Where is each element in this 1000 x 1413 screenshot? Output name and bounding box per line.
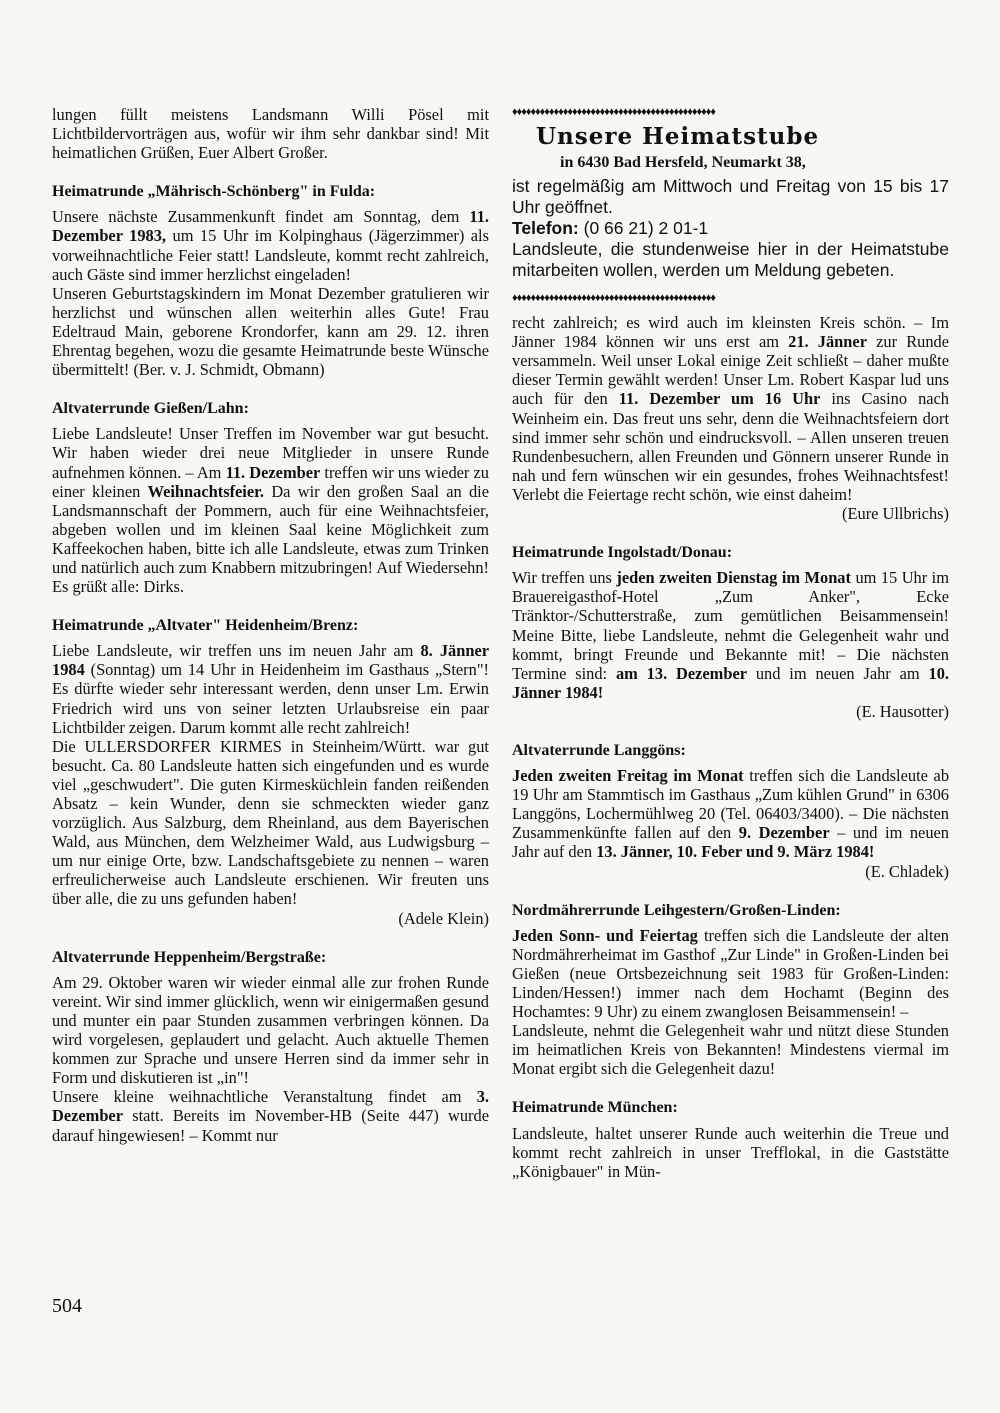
telephone-line: Telefon: (0 66 21) 2 01-1 [512, 218, 709, 239]
section-heading-heidenheim: Heimatrunde „Altvater" Heidenheim/Brenz: [52, 617, 359, 635]
section-heading-fulda: Heimatrunde „Mährisch-Schönberg" in Fulda: [52, 183, 376, 201]
section-heading-langgoens: Altvaterrunde Langgöns: [512, 741, 686, 759]
heimatstube-title: Unsere Heimatstube [536, 123, 820, 150]
paragraph: Wir treffen uns jeden zweiten Dienstag im Monat um 15 Uhr im Brauereigasthof-Hotel „Zum Anker", Ecke Tränktor-/Schutterstraße, zum gemütlichen Beisammensein! Meine Bitte, liebe Landsleute, nehmt die Gelegenheit wahr und kommt, bringt Freunde und Bekannte mit! – Die nächsten Termine sind: am 13. Dezember und im neuen Jahr am 10. Jänner 1984! [512, 568, 949, 702]
paragraph: recht zahlreich; es wird auch im kleinsten Kreis schön. – Im Jänner 1984 können wir uns erst am 21. Jänner zur Runde versammeln. Weil unser Lokal einige Zeit schließt – daher mußte dieser Termin gewählt werden! Unser Lm. Robert Kaspar lud uns auch für den 11. Dezember um 16 Uhr ins Casino nach Weinheim ein. Das freut uns sehr, denn die Weihnachtsfeiern dort sind immer sehr schön und eindrucksvoll. – Allen unseren treuen Rundenbesuchern, allen Freunden und Gönnern unserer Runde in nah und fern wünschen wir ein gesundes, frohes Weihnachtsfest! Verlebt die Feiertage recht schön, wie einst daheim! [512, 313, 950, 504]
signature: (E. Chladek) [865, 861, 949, 881]
paragraph: Liebe Landsleute! Unser Treffen im November war gut besucht. Wir haben wieder drei neue Mitglieder in unsere Runde aufnehmen können. – Am 11. Dezember treffen wir uns wieder zu einer kleinen Weihnachtsfeier. Da wir den großen Saal an die Landsmannschaft der Pommern, auch für eine Weihnachtsfeier, abgeben wollen und im kleinen Saal keine Möglichkeit zum Kaffeekochen haben, bitte ich alle Landsleute, etwas zum Trinken und natürlich auch zum Knabbern mitzubringen! Auf Wiedersehn! Es grüßt alle: Dirks. [52, 424, 489, 597]
paragraph: Die ULLERSDORFER KIRMES in Steinheim/Württ. war gut besucht. Ca. 80 Landsleute hatten sich eingefunden und es wurde viel „geschwudert". Die guten Kirmesküchlein fanden reißenden Absatz – kein Wunder, denn sie schmeckten wieder ganz vorzüglich. Aus Salzburg, dem Rheinland, aus dem Bayerischen Wald, aus München, dem Welzheimer Wald, aus Ludwigsburg – um nur einige Orte, bzw. Landschaftsgebiete zu nennen – waren erfreulicherweise auch Landsleute erschienen. Wir freuten uns über alle, die zu uns gefunden haben! [52, 736, 489, 909]
page-number: 504 [52, 1295, 82, 1317]
paragraph: Landsleute, nehmt die Gelegenheit wahr und nützt diese Stunden im heimatlichen Kreis von Bekannten! Mindestens viermal im Monat ergibt sich die Gelegenheit dazu! [512, 1021, 949, 1079]
section-heading-ingolstadt: Heimatrunde Ingolstadt/Donau: [512, 544, 733, 562]
paragraph: ist regelmäßig am Mittwoch und Freitag von 15 bis 17 Uhr geöffnet. [512, 176, 949, 218]
section-heading-giessen: Altvaterrunde Gießen/Lahn: [52, 400, 249, 418]
right-column [512, 105, 949, 1181]
paragraph: Landsleute, haltet unserer Runde auch weiterhin die Treue und kommt recht zahlreich in unser Trefflokal, in die Gaststätte „Königbauer" in Mün- [512, 1123, 949, 1181]
signature: (Eure Ullbrichs) [842, 504, 949, 524]
signature: (Adele Klein) [398, 908, 489, 928]
paragraph: Liebe Landsleute, wir treffen uns im neuen Jahr am 8. Jänner 1984 (Sonntag) um 14 Uhr in Heidenheim im Gasthaus „Stern"! Es dürfte wieder sehr interessant werden, denn unser Lm. Erwin Friedrich wird uns von seiner letzten Urlaubsreise ein paar Lichtbilder zeigen. Darum kommt alle recht zahlreich! [52, 641, 489, 737]
intro-paragraph: lungen füllt meistens Landsmann Willi Pösel mit Lichtbildervorträgen aus, wofür wir ihm sehr dankbar sind! Mit heimatlichen Grüßen, Euer Albert Großer. [52, 105, 489, 163]
paragraph: Landsleute, die stundenweise hier in der Heimatstube mitarbeiten wollen, werden um Meldung gebeten. [512, 239, 949, 281]
section-heading-muenchen: Heimatrunde München: [512, 1099, 678, 1117]
heimatstube-box [512, 176, 949, 281]
paragraph: Unsere kleine weihnachtliche Veranstaltung findet am 3. Dezember statt. Bereits im November-HB (Seite 447) wurde darauf hingewiesen! – Kommt nur [52, 1087, 489, 1145]
ornament-rule-bottom: ♦♦♦♦♦♦♦♦♦♦♦♦♦♦♦♦♦♦♦♦♦♦♦♦♦♦♦♦♦♦♦♦♦♦♦♦♦♦♦♦♦♦♦♦ [512, 292, 715, 305]
paragraph: Unsere nächste Zusammenkunft findet am Sonntag, dem 11. Dezember 1983, um 15 Uhr im Kolpinghaus (Jägerzimmer) als vorweihnachtliche Feier statt! Landsleute, kommt recht zahlreich, auch Gäste sind immer herzlichst eingeladen! [52, 207, 489, 284]
paragraph: Am 29. Oktober waren wir wieder einmal alle zur frohen Runde vereint. Wir sind immer glücklich, wenn wir einigermaßen gesund und munter ein paar Stunden zusammen verbringen können. Da wird vorgelesen, geplaudert und gelacht. Auch aktuelle Themen kommen zur Sprache und unsere Herren sind da immer sehr in Form und diskutieren ist „in"! [52, 972, 489, 1088]
ornament-rule-top: ♦♦♦♦♦♦♦♦♦♦♦♦♦♦♦♦♦♦♦♦♦♦♦♦♦♦♦♦♦♦♦♦♦♦♦♦♦♦♦♦♦♦♦♦ [512, 106, 715, 118]
section-heading-leihgestern: Nordmährerrunde Leihgestern/Großen-Linden: [512, 901, 841, 919]
section-heading-heppenheim: Altvaterrunde Heppenheim/Bergstraße: [52, 948, 327, 966]
paragraph: Jeden zweiten Freitag im Monat treffen sich die Landsleute ab 19 Uhr am Stammtisch im Gasthaus „Zum kühlen Grund" in 6306 Langgöns, Lochermühlweg 20 (Tel. 06403/3400). – Die nächsten Zusammenkünfte fallen auf den 9. Dezember – und im neuen Jahr auf den 13. Jänner, 10. Feber und 9. März 1984! [512, 766, 950, 862]
heimatstube-address: in 6430 Bad Hersfeld, Neumarkt 38, [560, 154, 806, 171]
signature: (E. Hausotter) [856, 701, 949, 721]
paragraph: Unseren Geburtstagskindern im Monat Dezember gratulieren wir herzlichst und wünschen allen weiterhin alles Gute! Frau Edeltraud Main, geborene Krondorfer, kann am 29. 12. ihren Ehrentag begehen, wozu die gesamte Heimatrunde beste Wünsche übermittelt! (Ber. v. J. Schmidt, Obmann) [52, 283, 489, 380]
paragraph: Jeden Sonn- und Feiertag treffen sich die Landsleute der alten Nordmährerheimat im Gasthof „Zur Linde" in Großen-Linden bei Gießen (neue Ortsbezeichnung seit 1983 für Großen-Linden: Linden/Hessen!) immer nach dem Hochamt (Beginn des Hochamtes: 9 Uhr) zu einem zwanglosen Beisammensein! – [512, 925, 949, 1022]
left-column [52, 105, 489, 1145]
